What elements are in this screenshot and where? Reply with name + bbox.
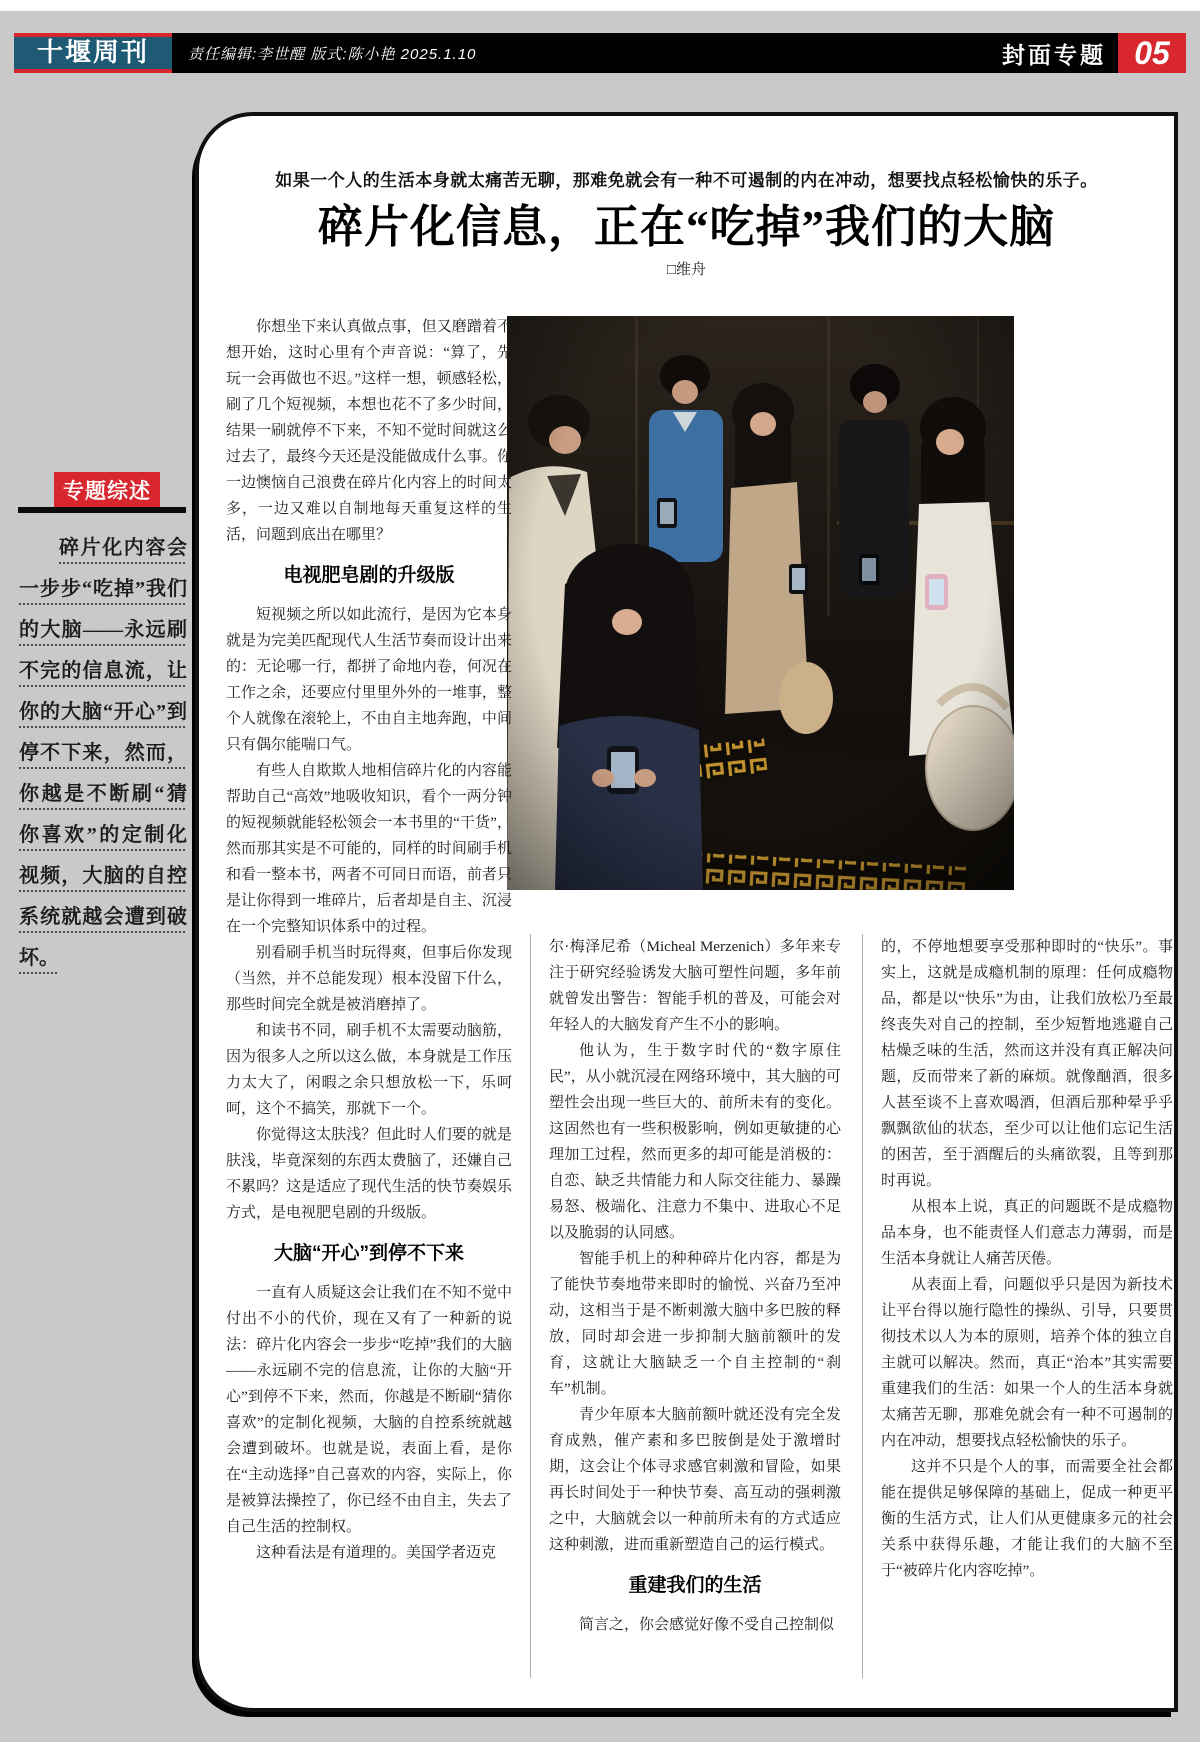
body-paragraph: 一直有人质疑这会让我们在不知不觉中付出不小的代价，现在又有了一种新的说法：碎片化内容会一步步“吃掉”我们的大脑——永远刷不完的信息流，让你的大脑“开心”到停不下来，然而，你越是不断刷“猜你喜欢”的定制化视频，大脑的自控系统就越会遭到破坏。也就是说，表面上看，是你在“主动选择”自己喜欢的内容，实际上，你是被算法操控了，你已经不由自主，失去了自己生活的控制权。 — [226, 1285, 512, 1535]
article-headline: 碎片化信息，正在“吃掉”我们的大脑 — [317, 202, 1055, 252]
article-column-1 — [226, 314, 512, 1680]
elevator-phones-photo — [507, 316, 1014, 890]
page-number-badge: 05 — [1118, 33, 1186, 73]
body-paragraph: 青少年原本大脑前额叶就还没有完全发育成熟，催产素和多巴胺倒是处于激增时期，这会让个体寻求感官刺激和冒险，如果再长时间处于一种快节奏、高互动的强刺激之中，大脑就会以一种前所未有的方式适应这种刺激，进而重新塑造自己的运行模式。 — [549, 1407, 841, 1553]
summary-tag: 专题综述 — [54, 472, 160, 509]
body-paragraph: 简言之，你会感觉好像不受自己控制似 — [579, 1617, 835, 1633]
body-paragraph: 短视频之所以如此流行，是因为它本身就是为完美匹配现代人生活节奏而设计出来的：无论哪一行，都拼了命地内卷，何况在工作之余，还要应付里里外外的一堆事，整个人就像在滚轮上，不由自主地奔跑，中间只有偶尔能喘口气。 — [226, 607, 512, 753]
section-heading: 大脑“开心”到停不下来 — [273, 1243, 464, 1264]
article-column-3 — [881, 934, 1173, 1678]
column-divider — [862, 934, 863, 1678]
body-paragraph: 的，不停地想要享受那种即时的“快乐”。事实上，这就是成瘾机制的原理：任何成瘾物品，都是以“快乐”为由，让我们放松乃至最终丧失对自己的控制，至少短暂地逃避自己枯燥乏味的生活，然而这并没有真正解决问题，反而带来了新的麻烦。就像酗酒，很多人甚至谈不上喜欢喝酒，但酒后那种晕乎乎飘飘欲仙的状态，至少可以让他们忘记生活的困苦，至于酒醒后的头痛欲裂，且等到那时再说。 — [881, 939, 1173, 1189]
bottom-margin-strip — [0, 1742, 1200, 1753]
body-paragraph: 智能手机上的种种碎片化内容，都是为了能快节奏地带来即时的愉悦、兴奋乃至冲动，这相当于是不断刺激大脑中多巴胺的释放，同时却会进一步抑制大脑前额叶的发育，这就让大脑缺乏一个自主控制的“刹车”机制。 — [549, 1251, 841, 1397]
section-label: 封面专题 — [1002, 41, 1106, 68]
article-byline: □维舟 — [666, 262, 707, 278]
summary-text: 碎片化内容会一步步“吃掉”我们的大脑——永远刷不完的信息流，让你的大脑“开心”到停不下来，然而，你越是不断刷“猜你喜欢”的定制化视频，大脑的自控系统就越会遭到破坏。 — [19, 537, 187, 969]
body-paragraph: 尔·梅泽尼希（Micheal Merzenich）多年来专注于研究经验诱发大脑可塑性问题，多年前就曾发出警告：智能手机的普及，可能会对年轻人的大脑发育产生不小的影响。 — [549, 939, 841, 1033]
body-paragraph: 你觉得这太肤浅？但此时人们要的就是肤浅，毕竟深刻的东西太费脑了，还嫌自己不累吗？这是适应了现代生活的快节奏娱乐方式，是电视肥皂剧的升级版。 — [226, 1127, 512, 1221]
newspaper-logo: 十堰周刊 — [14, 33, 172, 73]
article-frame — [195, 112, 1178, 1712]
section-heading: 重建我们的生活 — [628, 1575, 762, 1596]
body-paragraph: 从根本上说，真正的问题既不是成瘾物品本身，也不能责怪人们意志力薄弱，而是生活本身就让人痛苦厌倦。 — [881, 1199, 1173, 1267]
masthead-bar — [14, 33, 1186, 73]
body-paragraph: 你想坐下来认真做点事，但又磨蹭着不想开始，这时心里有个声音说：“算了，先玩一会再做也不迟。”这样一想，顿感轻松，刷了几个短视频，本想也花不了多少时间，结果一刷就停不下来，不知不觉时间就这么过去了，最终今天还是没能做成什么事。你一边懊恼自己浪费在碎片化内容上的时间太多，一边又难以自制地每天重复这样的生活，问题到底出在哪里？ — [226, 319, 512, 543]
body-paragraph: 这并不只是个人的事，而需要全社会都能在提供足够保障的基础上，促成一种更平衡的生活方式，让人们从更健康多元的社会关系中获得乐趣，才能让我们的大脑不至于“被碎片化内容吃掉”。 — [881, 1459, 1173, 1579]
body-paragraph: 他认为，生于数字时代的“数字原住民”，从小就沉浸在网络环境中，其大脑的可塑性会出现一些巨大的、前所未有的变化。这固然也有一些积极影响，例如更敏捷的心理加工过程，然而更多的却可能是消极的：自恋、缺乏共情能力和人际交往能力、暴躁易怒、极端化、注意力不集中、进取心不足以及脆弱的认同感。 — [549, 1043, 841, 1241]
body-paragraph: 从表面上看，问题似乎只是因为新技术让平台得以施行隐性的操纵、引导，只要贯彻技术以人为本的原则，培养个体的独立自主就可以解决。然而，真正“治本”其实需要重建我们的生活：如果一个人的生活本身就太痛苦无聊，那难免就会有一种不可遏制的内在冲动，想要找点轻松愉快的乐子。 — [881, 1277, 1173, 1449]
article-kicker: 如果一个人的生活本身就太痛苦无聊，那难免就会有一种不可遏制的内在冲动，想要找点轻松愉快的乐子。 — [275, 171, 1098, 190]
column-divider — [530, 934, 531, 1678]
top-margin-strip — [0, 0, 1200, 11]
article-column-2 — [549, 934, 841, 1678]
body-paragraph: 这种看法是有道理的。美国学者迈克 — [256, 1545, 497, 1561]
editor-credit-line: 责任编辑:李世醒 版式:陈小艳 2025.1.10 — [188, 45, 477, 63]
summary-rule — [18, 507, 186, 513]
body-paragraph: 别看刷手机当时玩得爽，但事后你发现（当然，并不总能发现）根本没留下什么，那些时间完全就是被消磨掉了。 — [226, 945, 512, 1013]
section-heading: 电视肥皂剧的升级版 — [283, 565, 455, 586]
body-paragraph: 和读书不同，刷手机不太需要动脑筋，因为很多人之所以这么做，本身就是工作压力太大了，闲暇之余只想放松一下，乐呵呵，这个不搞笑，那就下一个。 — [226, 1023, 512, 1117]
body-paragraph: 有些人自欺欺人地相信碎片化的内容能帮助自己“高效”地吸收知识，看个一两分钟的短视频就能轻松领会一本书里的“干货”，然而那其实是不可能的，同样的时间刷手机和看一整本书，两者不可同日而语，前者只是让你得到一堆碎片，后者却是自主、沉浸在一个完整知识体系中的过程。 — [226, 763, 512, 935]
